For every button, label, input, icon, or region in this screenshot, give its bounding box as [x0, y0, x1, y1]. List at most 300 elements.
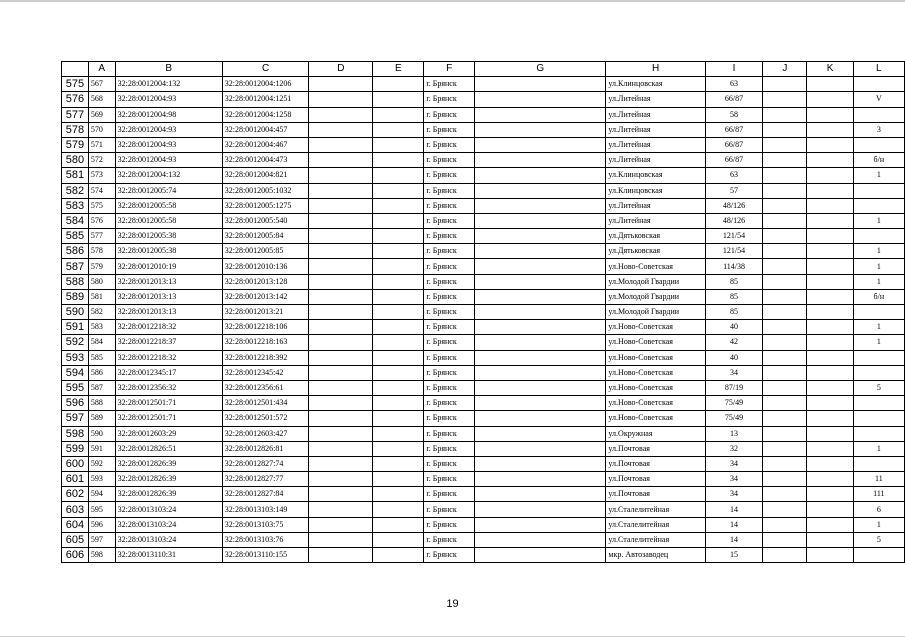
- cell-c: 32:28:0012827:77: [222, 472, 309, 487]
- cell-c: 32:28:0012501:572: [222, 411, 309, 426]
- cell-h: ул.Литейная: [606, 92, 705, 107]
- column-header-h: H: [606, 62, 705, 77]
- cell-j: [763, 122, 807, 137]
- cell-k: [807, 244, 853, 259]
- cell-e: [373, 548, 424, 563]
- cell-g: [475, 183, 606, 198]
- cell-b: 32:28:0012826:39: [115, 472, 222, 487]
- cell-d: [309, 532, 373, 547]
- cell-g: [475, 229, 606, 244]
- row-number-cell: 579: [62, 137, 89, 152]
- page-number: 19: [446, 598, 459, 610]
- table-row: [62, 456, 905, 471]
- cell-g: [475, 122, 606, 137]
- cell-f: г. Брянск: [424, 137, 475, 152]
- table-row: [62, 183, 905, 198]
- cell-k: [807, 168, 853, 183]
- cell-d: [309, 517, 373, 532]
- cell-e: [373, 274, 424, 289]
- cell-a: 590: [88, 426, 115, 441]
- cell-l: 1: [853, 335, 904, 350]
- cell-e: [373, 259, 424, 274]
- cell-g: [475, 396, 606, 411]
- cell-a: 588: [88, 396, 115, 411]
- cell-l: 5: [853, 380, 904, 395]
- cell-e: [373, 168, 424, 183]
- cell-e: [373, 92, 424, 107]
- cell-k: [807, 441, 853, 456]
- cell-k: [807, 365, 853, 380]
- cell-i: 66/87: [705, 122, 762, 137]
- cell-d: [309, 244, 373, 259]
- cell-i: 66/87: [705, 153, 762, 168]
- cell-e: [373, 365, 424, 380]
- cell-d: [309, 229, 373, 244]
- cell-i: 121/54: [705, 244, 762, 259]
- cell-c: 32:28:0012004:1206: [222, 77, 309, 92]
- cell-e: [373, 456, 424, 471]
- cell-a: 595: [88, 502, 115, 517]
- table-row: [62, 335, 905, 350]
- cell-j: [763, 168, 807, 183]
- cell-i: 58: [705, 107, 762, 122]
- cell-h: ул.Ново-Советская: [606, 396, 705, 411]
- cell-g: [475, 289, 606, 304]
- cell-c: 32:28:0012013:128: [222, 274, 309, 289]
- cell-d: [309, 289, 373, 304]
- cell-c: 32:28:0013103:149: [222, 502, 309, 517]
- row-number-cell: 602: [62, 487, 89, 502]
- cell-c: 32:28:0012004:1251: [222, 92, 309, 107]
- table-row: [62, 305, 905, 320]
- cell-a: 593: [88, 472, 115, 487]
- cell-d: [309, 472, 373, 487]
- cell-b: 32:28:0012356:32: [115, 380, 222, 395]
- cell-d: [309, 502, 373, 517]
- cell-i: 75/49: [705, 411, 762, 426]
- cell-d: [309, 305, 373, 320]
- cell-a: 594: [88, 487, 115, 502]
- cell-e: [373, 137, 424, 152]
- cell-l: 1: [853, 517, 904, 532]
- cell-l: 1: [853, 244, 904, 259]
- row-number-cell: 603: [62, 502, 89, 517]
- cell-g: [475, 168, 606, 183]
- cell-h: ул.Молодой Гвардии: [606, 305, 705, 320]
- table-row: [62, 122, 905, 137]
- cell-f: г. Брянск: [424, 183, 475, 198]
- row-number-cell: 576: [62, 92, 89, 107]
- cell-f: г. Брянск: [424, 502, 475, 517]
- cell-b: 32:28:0012005:38: [115, 229, 222, 244]
- cell-g: [475, 456, 606, 471]
- cell-l: [853, 137, 904, 152]
- cell-f: г. Брянск: [424, 456, 475, 471]
- cell-g: [475, 77, 606, 92]
- cell-b: 32:28:0013110:31: [115, 548, 222, 563]
- row-number-cell: 583: [62, 198, 89, 213]
- cell-k: [807, 502, 853, 517]
- column-header-f: F: [424, 62, 475, 77]
- cell-f: г. Брянск: [424, 229, 475, 244]
- cell-l: [853, 396, 904, 411]
- cell-d: [309, 396, 373, 411]
- cell-l: [853, 350, 904, 365]
- row-number-cell: 593: [62, 350, 89, 365]
- cell-h: ул.Литейная: [606, 122, 705, 137]
- cell-h: ул.Клинцовская: [606, 77, 705, 92]
- cell-a: 592: [88, 456, 115, 471]
- column-header-d: D: [309, 62, 373, 77]
- cell-k: [807, 532, 853, 547]
- cell-k: [807, 426, 853, 441]
- cell-f: г. Брянск: [424, 305, 475, 320]
- cell-k: [807, 380, 853, 395]
- cell-j: [763, 441, 807, 456]
- table-row: [62, 77, 905, 92]
- cell-h: ул.Почтовая: [606, 456, 705, 471]
- cell-g: [475, 441, 606, 456]
- cell-i: 48/126: [705, 213, 762, 228]
- cell-i: 34: [705, 365, 762, 380]
- cell-d: [309, 365, 373, 380]
- cell-c: 32:28:0012013:21: [222, 305, 309, 320]
- cell-g: [475, 305, 606, 320]
- row-number-cell: 588: [62, 274, 89, 289]
- cell-j: [763, 244, 807, 259]
- cell-a: 583: [88, 320, 115, 335]
- cell-f: г. Брянск: [424, 92, 475, 107]
- row-number-cell: 606: [62, 548, 89, 563]
- cell-h: мкр. Автозаводец: [606, 548, 705, 563]
- cell-a: 576: [88, 213, 115, 228]
- cell-d: [309, 259, 373, 274]
- cell-i: 34: [705, 456, 762, 471]
- cell-l: [853, 229, 904, 244]
- cell-i: 34: [705, 472, 762, 487]
- cell-h: ул.Почтовая: [606, 487, 705, 502]
- column-header-c: C: [222, 62, 309, 77]
- cell-h: ул.Литейная: [606, 153, 705, 168]
- cell-i: 63: [705, 168, 762, 183]
- table-row: [62, 289, 905, 304]
- table-row: [62, 517, 905, 532]
- cell-d: [309, 411, 373, 426]
- cell-b: 32:28:0012005:58: [115, 213, 222, 228]
- cell-a: 596: [88, 517, 115, 532]
- cell-l: 111: [853, 487, 904, 502]
- cell-h: ул.Ново-Советская: [606, 259, 705, 274]
- table-row: [62, 153, 905, 168]
- cell-a: 579: [88, 259, 115, 274]
- cell-b: 32:28:0013103:24: [115, 517, 222, 532]
- column-header-k: K: [807, 62, 853, 77]
- cell-e: [373, 502, 424, 517]
- cell-l: [853, 456, 904, 471]
- column-header-row: [62, 62, 905, 77]
- cell-k: [807, 472, 853, 487]
- cell-c: 32:28:0012356:61: [222, 380, 309, 395]
- cell-j: [763, 426, 807, 441]
- cell-e: [373, 320, 424, 335]
- cell-c: 32:28:0012005:1275: [222, 198, 309, 213]
- cell-e: [373, 244, 424, 259]
- row-number-cell: 596: [62, 396, 89, 411]
- cell-h: ул.Ново-Советская: [606, 320, 705, 335]
- cell-i: 14: [705, 532, 762, 547]
- cell-e: [373, 107, 424, 122]
- cell-b: 32:28:0013103:24: [115, 502, 222, 517]
- cell-f: г. Брянск: [424, 426, 475, 441]
- column-header-e: E: [373, 62, 424, 77]
- cell-k: [807, 411, 853, 426]
- cell-e: [373, 122, 424, 137]
- cell-d: [309, 168, 373, 183]
- cell-f: г. Брянск: [424, 198, 475, 213]
- cell-j: [763, 274, 807, 289]
- cell-e: [373, 426, 424, 441]
- cell-f: г. Брянск: [424, 548, 475, 563]
- cell-b: 32:28:0012004:93: [115, 122, 222, 137]
- cell-k: [807, 335, 853, 350]
- cell-b: 32:28:0012603:29: [115, 426, 222, 441]
- cell-b: 32:28:0012005:38: [115, 244, 222, 259]
- cell-b: 32:28:0012005:74: [115, 183, 222, 198]
- cell-e: [373, 487, 424, 502]
- row-number-cell: 582: [62, 183, 89, 198]
- row-number-cell: 599: [62, 441, 89, 456]
- cell-l: 3: [853, 122, 904, 137]
- cell-f: г. Брянск: [424, 259, 475, 274]
- cell-g: [475, 411, 606, 426]
- cell-b: 32:28:0012004:93: [115, 137, 222, 152]
- cell-f: г. Брянск: [424, 77, 475, 92]
- cell-d: [309, 122, 373, 137]
- cell-l: 5: [853, 532, 904, 547]
- cell-e: [373, 289, 424, 304]
- table-row: [62, 137, 905, 152]
- cell-c: 32:28:0012005:540: [222, 213, 309, 228]
- cell-a: 585: [88, 350, 115, 365]
- cell-c: 32:28:0012501:434: [222, 396, 309, 411]
- cell-d: [309, 456, 373, 471]
- cell-l: [853, 183, 904, 198]
- cell-e: [373, 396, 424, 411]
- cell-l: 1: [853, 168, 904, 183]
- cell-k: [807, 305, 853, 320]
- cell-a: 578: [88, 244, 115, 259]
- cell-j: [763, 548, 807, 563]
- cell-g: [475, 320, 606, 335]
- cell-h: ул.Сталелитейная: [606, 517, 705, 532]
- cell-g: [475, 259, 606, 274]
- cell-c: 32:28:0012827:84: [222, 487, 309, 502]
- cell-d: [309, 153, 373, 168]
- cell-l: V: [853, 92, 904, 107]
- cell-j: [763, 320, 807, 335]
- cell-k: [807, 274, 853, 289]
- table-row: [62, 168, 905, 183]
- cell-l: 6: [853, 502, 904, 517]
- cell-g: [475, 335, 606, 350]
- cell-c: 32:28:0012218:392: [222, 350, 309, 365]
- cell-a: 572: [88, 153, 115, 168]
- table-row: [62, 274, 905, 289]
- cell-e: [373, 380, 424, 395]
- cell-k: [807, 77, 853, 92]
- cell-c: 32:28:0012004:1258: [222, 107, 309, 122]
- cell-i: 85: [705, 274, 762, 289]
- row-number-cell: 575: [62, 77, 89, 92]
- cell-j: [763, 107, 807, 122]
- cell-c: 32:28:0013103:76: [222, 532, 309, 547]
- row-number-cell: 578: [62, 122, 89, 137]
- cell-j: [763, 259, 807, 274]
- cell-h: ул.Дятьковская: [606, 244, 705, 259]
- row-number-cell: 581: [62, 168, 89, 183]
- cell-k: [807, 350, 853, 365]
- cell-d: [309, 198, 373, 213]
- cell-a: 586: [88, 365, 115, 380]
- cell-f: г. Брянск: [424, 441, 475, 456]
- row-number-cell: 594: [62, 365, 89, 380]
- cell-l: 1: [853, 320, 904, 335]
- cell-a: 567: [88, 77, 115, 92]
- cell-d: [309, 77, 373, 92]
- row-number-cell: 592: [62, 335, 89, 350]
- table-row: [62, 441, 905, 456]
- table-row: [62, 487, 905, 502]
- cell-j: [763, 472, 807, 487]
- cell-k: [807, 92, 853, 107]
- row-number-cell: 601: [62, 472, 89, 487]
- cell-b: 32:28:0012218:32: [115, 320, 222, 335]
- cell-l: 11: [853, 472, 904, 487]
- cell-a: 570: [88, 122, 115, 137]
- cell-e: [373, 183, 424, 198]
- cell-h: ул.Молодой Гвардии: [606, 274, 705, 289]
- cell-f: г. Брянск: [424, 335, 475, 350]
- cell-j: [763, 502, 807, 517]
- table-row: [62, 548, 905, 563]
- cell-d: [309, 137, 373, 152]
- cell-i: 13: [705, 426, 762, 441]
- cell-k: [807, 183, 853, 198]
- cell-e: [373, 411, 424, 426]
- table-row: [62, 532, 905, 547]
- cell-i: 85: [705, 305, 762, 320]
- column-header-i: I: [705, 62, 762, 77]
- cell-f: г. Брянск: [424, 274, 475, 289]
- cell-j: [763, 77, 807, 92]
- cell-b: 32:28:0012218:37: [115, 335, 222, 350]
- cell-g: [475, 487, 606, 502]
- cell-b: 32:28:0012004:132: [115, 77, 222, 92]
- cell-l: б/н: [853, 153, 904, 168]
- cell-k: [807, 198, 853, 213]
- cell-f: г. Брянск: [424, 107, 475, 122]
- cell-b: 32:28:0012826:39: [115, 456, 222, 471]
- cell-j: [763, 213, 807, 228]
- cell-c: 32:28:0012345:42: [222, 365, 309, 380]
- spreadsheet-table: [61, 61, 905, 563]
- cell-h: ул.Клинцовская: [606, 183, 705, 198]
- cell-i: 34: [705, 487, 762, 502]
- cell-j: [763, 289, 807, 304]
- cell-a: 575: [88, 198, 115, 213]
- cell-a: 589: [88, 411, 115, 426]
- cell-h: ул.Ново-Советская: [606, 365, 705, 380]
- row-number-cell: 577: [62, 107, 89, 122]
- cell-a: 582: [88, 305, 115, 320]
- cell-i: 32: [705, 441, 762, 456]
- cell-a: 577: [88, 229, 115, 244]
- table-row: [62, 107, 905, 122]
- cell-k: [807, 487, 853, 502]
- cell-k: [807, 289, 853, 304]
- cell-j: [763, 229, 807, 244]
- cell-c: 32:28:0012218:163: [222, 335, 309, 350]
- column-header-a: A: [88, 62, 115, 77]
- row-number-cell: 605: [62, 532, 89, 547]
- cell-g: [475, 517, 606, 532]
- cell-e: [373, 305, 424, 320]
- cell-k: [807, 137, 853, 152]
- cell-i: 66/87: [705, 92, 762, 107]
- cell-c: 32:28:0012826:81: [222, 441, 309, 456]
- cell-b: 32:28:0012013:13: [115, 274, 222, 289]
- cell-h: ул.Окружная: [606, 426, 705, 441]
- cell-i: 66/87: [705, 137, 762, 152]
- table-row: [62, 350, 905, 365]
- cell-c: 32:28:0012005:1032: [222, 183, 309, 198]
- cell-k: [807, 259, 853, 274]
- cell-h: ул.Литейная: [606, 137, 705, 152]
- cell-l: [853, 426, 904, 441]
- table-row: [62, 259, 905, 274]
- cell-a: 571: [88, 137, 115, 152]
- cell-h: ул.Ново-Советская: [606, 380, 705, 395]
- cell-a: 569: [88, 107, 115, 122]
- cell-l: 1: [853, 274, 904, 289]
- cell-k: [807, 456, 853, 471]
- scan-border-top: [0, 0, 905, 2]
- cell-i: 15: [705, 548, 762, 563]
- cell-h: ул.Молодой Гвардии: [606, 289, 705, 304]
- cell-g: [475, 502, 606, 517]
- cell-g: [475, 548, 606, 563]
- cell-i: 40: [705, 320, 762, 335]
- cell-g: [475, 472, 606, 487]
- cell-g: [475, 107, 606, 122]
- cell-b: 32:28:0012004:93: [115, 153, 222, 168]
- cell-a: 580: [88, 274, 115, 289]
- cell-b: 32:28:0012826:51: [115, 441, 222, 456]
- cell-h: ул.Литейная: [606, 213, 705, 228]
- cell-k: [807, 548, 853, 563]
- cell-c: 32:28:0013110:155: [222, 548, 309, 563]
- table-row: [62, 244, 905, 259]
- cell-f: г. Брянск: [424, 153, 475, 168]
- table-row: [62, 472, 905, 487]
- cell-g: [475, 198, 606, 213]
- cell-j: [763, 456, 807, 471]
- cell-d: [309, 92, 373, 107]
- cell-j: [763, 487, 807, 502]
- cell-j: [763, 137, 807, 152]
- cell-f: г. Брянск: [424, 380, 475, 395]
- row-number-cell: 586: [62, 244, 89, 259]
